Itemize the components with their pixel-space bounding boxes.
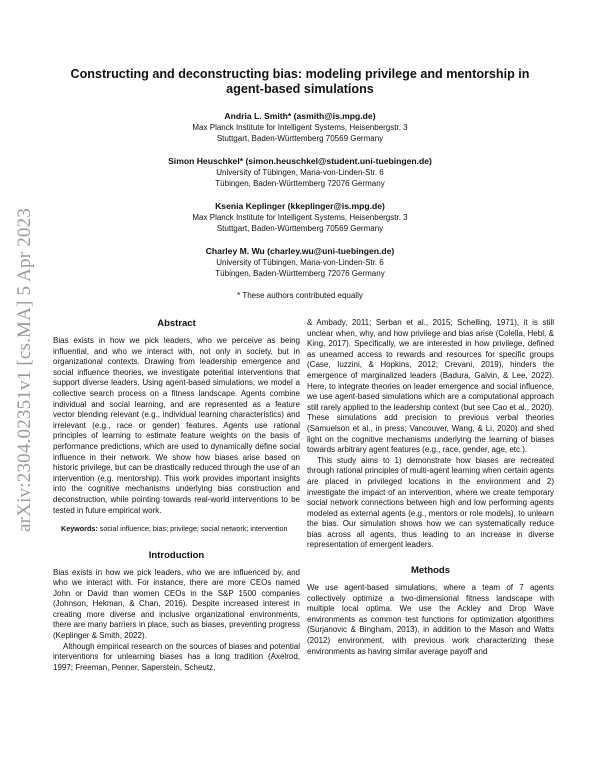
study-aims-paragraph: This study aims to 1) demonstrate how biases are recreated through rational principles of multi-agent learning when certain agents are placed in privileged locations in the environment and 2) investigate the impact of an intervention, where we create temporary social network connections between high and low performing agents modeled as external agents (e.g., mentors or role models), to unlearn the bias. Our simulation shows how we can systematically reduce bias across all agents, thus leading to an increase in diverse representation of emergent leaders.: [307, 455, 554, 550]
keywords: [61, 524, 292, 533]
author-address: Tübingen, Baden-Württemberg 72076 Germany: [215, 269, 385, 278]
author-entry: [60, 110, 540, 144]
keywords-label: Keywords:: [61, 524, 98, 534]
author-name-email: Ksenia Keplinger (kkeplinger@is.mpg.de): [215, 201, 385, 211]
author-name-email: Andria L. Smith* (asmith@is.mpg.de): [224, 111, 376, 121]
author-name-email: Charley M. Wu (charley.wu@uni-tuebingen.de): [205, 246, 395, 256]
author-name-email: Simon Heuschkel* (simon.heuschkel@student.uni-tuebingen.de): [168, 156, 432, 166]
equal-contribution-note: * These authors contributed equally: [237, 291, 363, 300]
author-block: [60, 110, 540, 301]
abstract-heading: Abstract: [157, 318, 196, 329]
arxiv-identifier: arXiv:2304.02351v1 [cs.MA] 5 Apr 2023: [14, 207, 35, 532]
abstract-text: Bias exists in how we pick leaders, who we perceive as being influential, and who we interact with, not only in society, but in organizational contexts. Drawing from leadership emergence and social influence theories, we investigate potential interventions that support diverse leaders. Using agent-based simulations, we model a collective search process on a fitness landscape. Agents combine individual and social learning, and are represented as a feature vector blending relevant (e.g., individual learning characteristics) and irrelevant (e.g., race or gender) features. Agents use rational principles of learning to estimate feature weights on the basis of performance predictions, which are used to dynamically define social influence in their network. We show how biases arise based on historic privilege, but can be drastically reduced through the use of an intervention (e.g. mentorship). This work provides important insights into the cognitive mechanisms underlying bias construction and deconstruction, while pointing towards real-world interventions to be tested in future empirical work.: [53, 336, 300, 515]
author-address: Stuttgart, Baden-Württemberg 70569 Germany: [216, 134, 384, 143]
intro-paragraph: Bias exists in how we pick leaders, who we are influenced by, and who we interact with. For instance, there are more CEOs named John or David than women CEOs in the S&P 1500 companies (Johnson, Hekman, & Chan, 2016). Despite increased interest in creating more diverse and inclusive organizational environments, there are many barriers in place, such as biases, preventing progress (Keplinger & Smith, 2022).: [53, 567, 300, 641]
author-affiliation: University of Tübingen, Maria-von-Linden-Str. 6: [216, 258, 384, 267]
author-affiliation: Max Planck Institute for Intelligent Systems, Heisenbergstr. 3: [192, 213, 408, 222]
keywords-text: social influence; bias; privilege; social network; intervention: [99, 524, 288, 534]
author-entry: [60, 200, 540, 234]
author-affiliation: Max Planck Institute for Intelligent Systems, Heisenbergstr. 3: [192, 123, 408, 132]
author-address: Stuttgart, Baden-Württemberg 70569 Germany: [216, 224, 384, 233]
intro-paragraph: Although empirical research on the sources of biases and potential interventions for unlearning biases has a long tradition (Axelrod, 1997; Freeman, Penner, Saperstein, Scheutz,: [53, 641, 300, 672]
author-affiliation: University of Tübingen, Maria-von-Linden-Str. 6: [216, 168, 384, 177]
paper-title: Constructing and deconstructing bias: modeling privilege and mentorship in agent-based simulations: [70, 67, 530, 96]
methods-paragraph: We use agent-based simulations, where a team of 7 agents collectively optimize a two-dimensional fitness landscape with multiple local optima. We use the Ackley and Drop Wave environments as common test functions for optimization algorithms (Surjanovic & Bingham, 2013), in addition to the Mason and Watts (2012) environment, with previous work characterizing these environments as having similar average payoff and: [307, 583, 554, 656]
author-address: Tübingen, Baden-Württemberg 72076 Germany: [215, 179, 385, 188]
right-column: [307, 318, 554, 657]
intro-paragraph-continued: & Ambady, 2011; Serban et al., 2015; Schelling, 1971), it is still unclear when, why, and how privilege and bias arise (Colella, Hebl, & King, 2017). Specifically, we are interested in how privilege, defined as unearned access to rewards and resources for specific groups (Case, Iuzzini, & Hopkins, 2012; Crevani, 2019), hinders the emergence of marginalized leaders (Badura, Galvin, & Lee, 2022). Here, to integrate theories on leader emergence and social influence, we use agent-based simulations which are a computational approach still rarely applied to the leadership context (but see Cao et al., 2020). These simulations add precision to previous verbal theories (Samuelson et al., in press; Vancouver, Wang, & Li, 2020) and shed light on the cognitive mechanisms underlying the learning of biases towards arbitrary agent features (e.g., race, gender, age, etc.).: [307, 318, 554, 455]
left-column: [53, 318, 300, 673]
methods-heading: Methods: [410, 565, 451, 577]
introduction-heading: Introduction: [148, 549, 205, 561]
author-entry: [60, 155, 540, 189]
author-entry: [60, 245, 540, 279]
